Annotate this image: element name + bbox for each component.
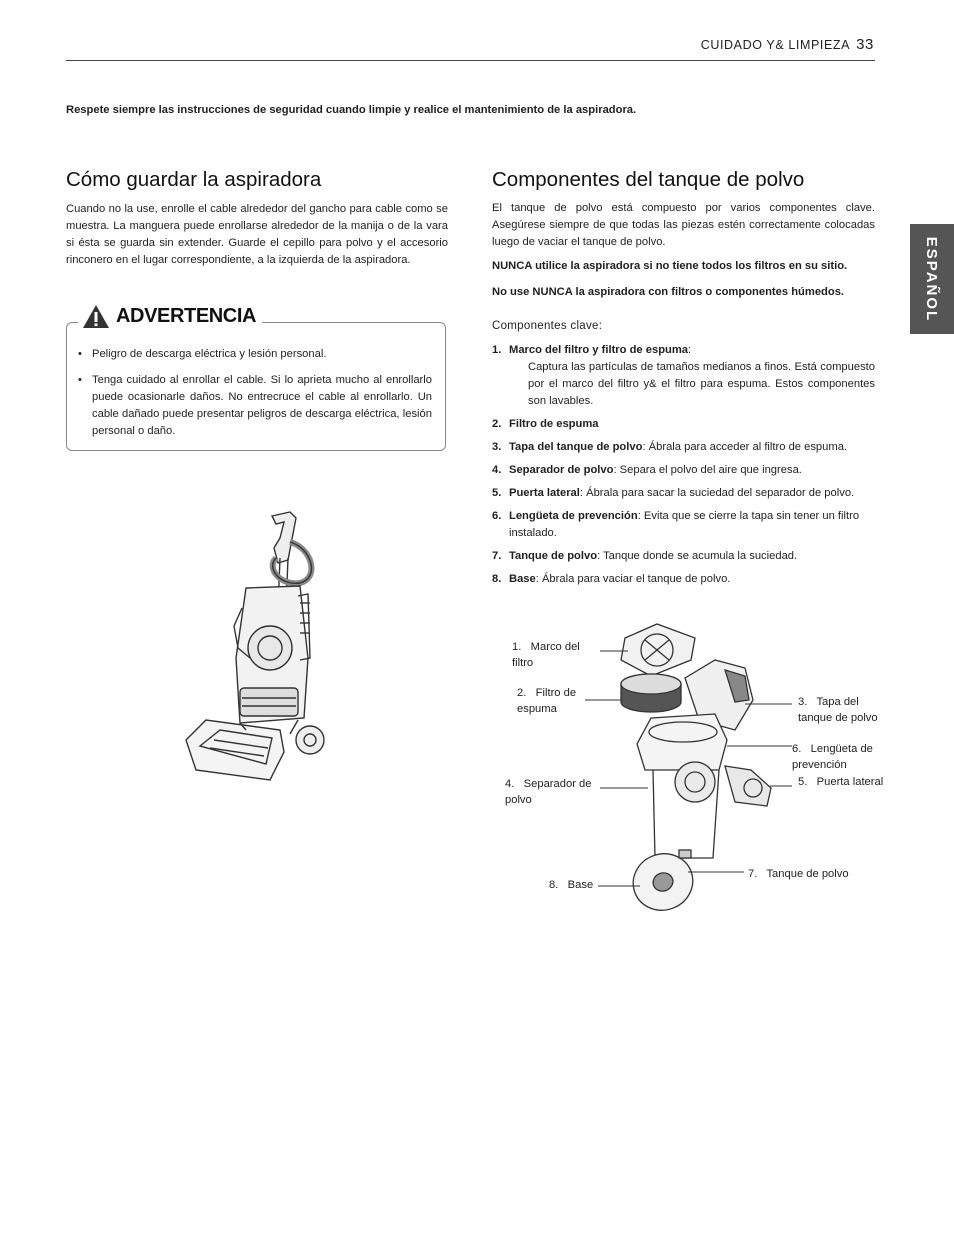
storage-body: Cuando no la use, enrolle el cable alrededor del gancho para cable como se muestra. La manguera puede enrollarse alrededor de la manija o de la vara si ésta se guarda sin extender. Guarde el cepillo para polvo y el accesorio rinconero en el lugar correspondiente, a la izquierda de la aspiradora. <box>66 203 448 266</box>
list-item: 6. Lengüeta de prevención: Evita que se cierre la tapa sin tener un filtro instalado. <box>492 510 860 539</box>
component-name: Filtro de espuma <box>509 418 599 430</box>
warning-item: • Tenga cuidado al enrollar el cable. Si lo aprieta mucho al enrollarlo puede ocasionarle daños. No entrecruce el cable al enrollarlo. Un cable dañado puede presentar peligros de descarga eléctrica, lesión personal o daño. <box>78 372 432 440</box>
safety-note: Respete siempre las instrucciones de seguridad cuando limpie y realice el mantenimiento de la aspiradora. <box>66 104 637 116</box>
callout-base: 8. Base <box>549 879 594 891</box>
callout-dust-separator: 4. Separador de polvo <box>505 778 592 806</box>
callout-prevention-tab: 6. Lengüeta de prevención <box>792 743 873 771</box>
callout-foam-filter: 2. Filtro de espuma <box>517 687 577 715</box>
component-name: Marco del filtro y filtro de espuma <box>509 344 689 356</box>
callout-filter-frame: 1. Marco del filtro <box>512 641 580 669</box>
components-intro: El tanque de polvo está compuesto por varios componentes clave. Asegúrese siempre de que todas las piezas estén correctamente colocadas luego de vaciar el tanque de polvo. <box>492 202 875 248</box>
language-tab-label: ESPAÑOL <box>923 236 941 322</box>
component-name: Tanque de polvo <box>509 550 598 562</box>
component-name: Separador de polvo <box>509 464 614 476</box>
list-item: 5. Puerta lateral: Ábrala para sacar la suciedad del separador de polvo. <box>492 487 855 499</box>
component-name: Tapa del tanque de polvo <box>509 441 643 453</box>
warning-wet-filters: No use NUNCA la aspiradora con filtros o componentes húmedos. <box>492 286 845 298</box>
component-name: Lengüeta de prevención <box>509 510 638 522</box>
component-name: Base <box>509 573 536 585</box>
page-number: 33 <box>856 36 874 53</box>
callout-side-door: 5. Puerta lateral <box>798 776 884 788</box>
key-components-heading: Componentes clave: <box>492 320 603 332</box>
component-name: Puerta lateral <box>509 487 580 499</box>
warning-title: ADVERTENCIA <box>116 305 257 327</box>
component-description: Captura las partículas de tamaños medianos a finos. Está compuesto por el marco del filtro y& el filtro para espuma. Estos componentes son lavables. <box>528 361 875 407</box>
callout-tank-lid: 3. Tapa del tanque de polvo <box>798 696 878 724</box>
storage-title: Cómo guardar la aspiradora <box>66 168 322 191</box>
header-section-title: CUIDADO Y& LIMPIEZA <box>700 38 851 52</box>
callout-dust-tank: 7. Tanque de polvo <box>748 868 849 880</box>
warning-filters-in-place: NUNCA utilice la aspiradora si no tiene todos los filtros en su sitio. <box>492 260 848 272</box>
list-item: 2. Filtro de espuma <box>492 418 599 430</box>
list-item: 3. Tapa del tanque de polvo: Ábrala para acceder al filtro de espuma. <box>492 441 848 453</box>
list-item: 8. Base: Ábrala para vaciar el tanque de polvo. <box>492 573 731 585</box>
warning-item: • Peligro de descarga eléctrica y lesión personal. <box>78 346 432 363</box>
list-item: 1. Marco del filtro y filtro de espuma: Captura las partículas de tamaños medianos a finos. Está compuesto por el marco del filtro y& el filtro para espuma. Estos componentes son lavables. <box>492 342 875 410</box>
components-title: Componentes del tanque de polvo <box>492 168 805 191</box>
list-item: 4. Separador de polvo: Separa el polvo del aire que ingresa. <box>492 464 802 476</box>
list-item: 7. Tanque de polvo: Tanque donde se acumula la suciedad. <box>492 550 798 562</box>
